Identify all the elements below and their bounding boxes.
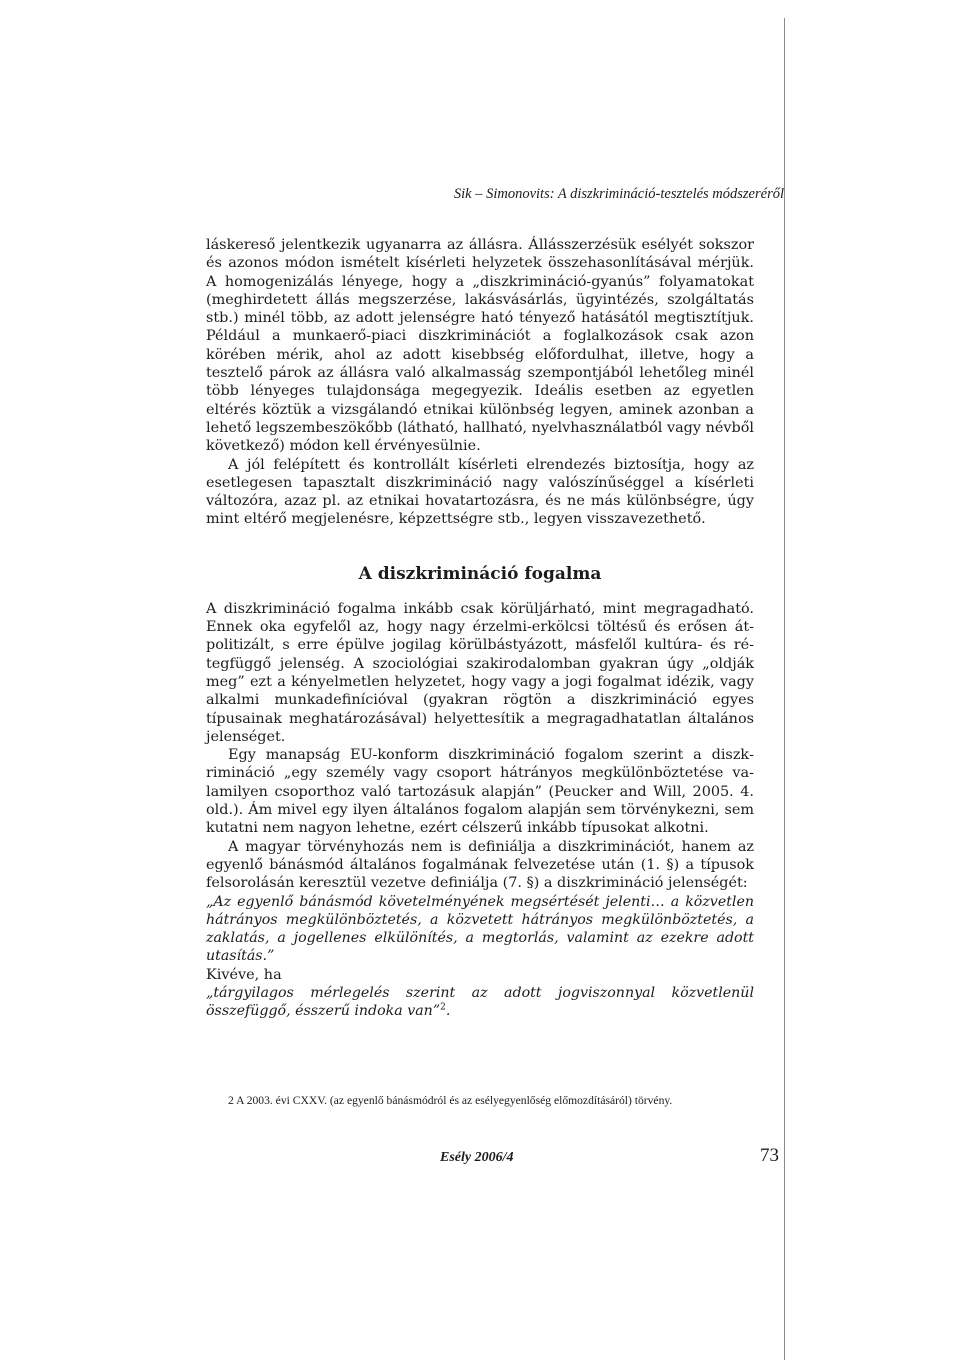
footnote: [206, 1093, 754, 1109]
paragraph: A magyar törvényhozás nem is definiálja a diszkriminációt, hanem az egyenlő bánásmód általános fogalmának felvezetése után (1. §) a típusok felsorolásán keresztül vezetve definiálja (7. §) a diszkrimináció jelenségét:: [206, 838, 754, 892]
page-number: 73: [760, 1145, 779, 1166]
block-quote: [206, 984, 754, 1021]
paragraph: láskereső jelentkezik ugyanarra az állásra. Állásszerzésük esélyét sokszor és azonos módon ismételt kísérleti helyzetek összehasonlításával mérjük. A homogenizálás lényege, hogy a „diszkrimináció-gyanús” folyamatokat (meghirdetett állás megszerzése, lakásvásárlás, ügyintézés, szolgáltatás stb.) minél több, az adott jelenségre ható tényező hatásától megtisztítjuk. Például a munkaerő-piaci diszkriminációt a foglalkozások csak azon körében mérik, ahol az adott kisebbség előfordulhat, illetve, hogy a tesztelő párok az állásra való alkalmasság szempontjából lehetőleg minél több lényeges tulajdonsága megegyezik. Ideális esetben az egyetlen eltérés köztük a vizsgálandó etnikai különbség legyen, aminek azonban a lehető legszembeszökőbb (látható, hallható, nyelvhasználatból vagy névből következő) módon kell érvényesülnie.: [206, 237, 754, 455]
paragraph: A diszkrimináció fogalma inkább csak körüljárható, mint megragadható. Ennek oka egyfelől az, hogy nagy érzelmi-erkölcsi töltésű és erősen átpolitizált, s erre épülve jogilag körülbástyázott, másfelől kultúra- és rétegfüggő jelenség. A szociológiai szakirodalomban gyakran úgy „oldják meg” ezt a kényelmetlen helyzetet, hogy vagy a jogi fogalmat idézik, vagy alkalmi munkadefinícióval (gyakran rögtön a diszkrimináció egyes típusainak meghatározásával) helyettesítik a megragadhatatlan általános jelenséget.: [206, 600, 754, 745]
paragraph: Egy manapság EU-konform diszkrimináció fogalom szerint a diszkrimináció „egy személy vagy csoport hátrányos megkülönböztetése valamilyen csoporthoz való tartozásuk alapján” (Peucker and Will, 2005. 4. old.). Ám mivel egy ilyen általános fogalom alapján sem törvénykezni, sem kutatni nem nagyon lehetne, ezért célszerű inkább típusokat alkotni.: [206, 747, 754, 837]
block-quote: „Az egyenlő bánásmód követelményének megsértését jelenti… a közvetlen hátrányos megkülönböztetés, a közvetett hátrányos megkülönböztetés, a zaklatás, a jogellenes elkülönítés, a megtorlás, valamint az ezekre adott utasítás.”: [206, 893, 754, 965]
margin-rule: [784, 18, 785, 1360]
quote-text: „tárgyilagos mérlegelés szerint az adott jogviszonnyal közvetlenül összefüggő, ésszerű indoka van”: [206, 984, 754, 1020]
footnote-marker: 2: [440, 1002, 446, 1013]
section-heading: A diszkrimináció fogalma: [358, 563, 602, 584]
paragraph: A jól felépített és kontrollált kísérleti elrendezés biztosítja, hogy az esetlegesen tapasztalt diszkrimináció nagy valószínűséggel a kísérleti változóra, azaz pl. az etnikai hovatartozásra, és ne más különbségre, úgy mint eltérő megjelenésre, képzettségre stb., legyen visszavezethető.: [206, 456, 754, 528]
footnote-number: 2: [228, 1094, 234, 1107]
journal-footer: Esély 2006/4: [440, 1150, 514, 1165]
body-text: [206, 236, 754, 1021]
footnote-text: A 2003. évi CXXV. (az egyenlő bánásmódról és az esélyegyenlőség előmozdításáról) törvény.: [236, 1094, 673, 1107]
quote-end: .: [445, 1003, 451, 1020]
paragraph: Kivéve, ha: [206, 966, 282, 983]
running-head: Sik – Simonovits: A diszkrimináció-tesztelés módszeréről: [453, 186, 784, 202]
